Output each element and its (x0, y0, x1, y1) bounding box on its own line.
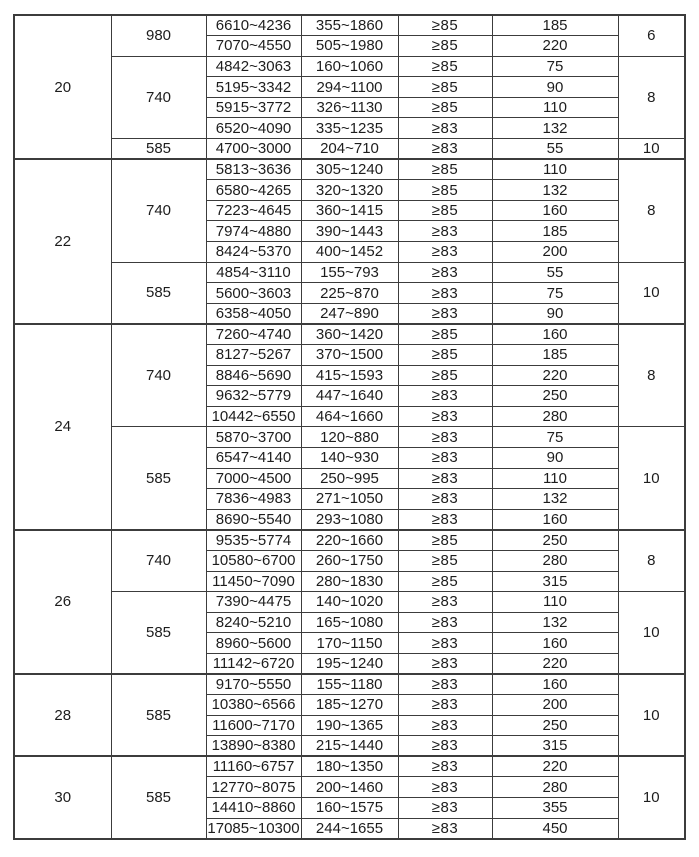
cell-col-3: 5195~3342 (206, 77, 301, 98)
cell-col-6: 250 (492, 530, 618, 551)
table-row (14, 159, 685, 180)
cell-col-4: 140~1020 (301, 592, 398, 613)
cell-col-1: 30 (14, 756, 111, 838)
cell-col-3: 10442~6550 (206, 406, 301, 427)
cell-col-2: 980 (111, 15, 206, 56)
table-row (14, 262, 685, 283)
cell-col-5: ≥83 (398, 489, 492, 510)
cell-col-6: 110 (492, 159, 618, 180)
table-row (14, 756, 685, 777)
cell-col-6: 160 (492, 509, 618, 530)
cell-col-6: 160 (492, 200, 618, 221)
cell-col-6: 355 (492, 798, 618, 819)
cell-col-6: 250 (492, 715, 618, 736)
cell-col-1: 20 (14, 15, 111, 159)
cell-col-3: 10380~6566 (206, 695, 301, 716)
cell-col-7: 6 (618, 15, 685, 56)
cell-col-6: 280 (492, 550, 618, 571)
cell-col-6: 185 (492, 15, 618, 36)
cell-col-4: 220~1660 (301, 530, 398, 551)
cell-col-5: ≥83 (398, 674, 492, 695)
cell-col-3: 11450~7090 (206, 571, 301, 592)
cell-col-4: 335~1235 (301, 118, 398, 139)
cell-col-4: 360~1415 (301, 200, 398, 221)
cell-col-6: 450 (492, 818, 618, 839)
cell-col-2: 585 (111, 262, 206, 324)
cell-col-4: 271~1050 (301, 489, 398, 510)
cell-col-4: 326~1130 (301, 97, 398, 118)
cell-col-3: 12770~8075 (206, 777, 301, 798)
cell-col-6: 132 (492, 489, 618, 510)
cell-col-4: 447~1640 (301, 386, 398, 407)
cell-col-2: 585 (111, 674, 206, 756)
cell-col-2: 740 (111, 530, 206, 592)
cell-col-3: 8424~5370 (206, 242, 301, 263)
cell-col-6: 90 (492, 303, 618, 324)
cell-col-5: ≥83 (398, 283, 492, 304)
cell-col-6: 75 (492, 283, 618, 304)
cell-col-4: 200~1460 (301, 777, 398, 798)
cell-col-3: 7836~4983 (206, 489, 301, 510)
cell-col-3: 9170~5550 (206, 674, 301, 695)
cell-col-5: ≥83 (398, 406, 492, 427)
cell-col-6: 132 (492, 118, 618, 139)
cell-col-6: 132 (492, 180, 618, 201)
cell-col-4: 204~710 (301, 139, 398, 160)
cell-col-6: 132 (492, 612, 618, 633)
cell-col-3: 6547~4140 (206, 447, 301, 468)
cell-col-3: 6358~4050 (206, 303, 301, 324)
cell-col-5: ≥85 (398, 56, 492, 77)
cell-col-5: ≥83 (398, 468, 492, 489)
cell-col-2: 740 (111, 324, 206, 427)
cell-col-3: 7974~4880 (206, 221, 301, 242)
cell-col-4: 155~1180 (301, 674, 398, 695)
cell-col-3: 11142~6720 (206, 653, 301, 674)
cell-col-4: 180~1350 (301, 756, 398, 777)
cell-col-4: 250~995 (301, 468, 398, 489)
cell-col-7: 8 (618, 56, 685, 138)
cell-col-6: 75 (492, 56, 618, 77)
cell-col-4: 195~1240 (301, 653, 398, 674)
table-row (14, 592, 685, 613)
cell-col-3: 5915~3772 (206, 97, 301, 118)
cell-col-5: ≥83 (398, 633, 492, 654)
cell-col-2: 740 (111, 56, 206, 138)
cell-col-3: 8240~5210 (206, 612, 301, 633)
cell-col-3: 4842~3063 (206, 56, 301, 77)
cell-col-3: 7000~4500 (206, 468, 301, 489)
cell-col-5: ≥83 (398, 262, 492, 283)
cell-col-3: 8127~5267 (206, 345, 301, 366)
cell-col-4: 400~1452 (301, 242, 398, 263)
cell-col-1: 26 (14, 530, 111, 674)
cell-col-5: ≥83 (398, 509, 492, 530)
cell-col-5: ≥83 (398, 818, 492, 839)
cell-col-6: 280 (492, 777, 618, 798)
cell-col-5: ≥83 (398, 592, 492, 613)
cell-col-6: 200 (492, 695, 618, 716)
cell-col-6: 185 (492, 221, 618, 242)
table-row (14, 674, 685, 695)
cell-col-3: 13890~8380 (206, 736, 301, 757)
cell-col-5: ≥85 (398, 530, 492, 551)
cell-col-4: 305~1240 (301, 159, 398, 180)
cell-col-6: 75 (492, 427, 618, 448)
cell-col-3: 17085~10300 (206, 818, 301, 839)
cell-col-5: ≥83 (398, 612, 492, 633)
cell-col-2: 585 (111, 756, 206, 838)
cell-col-2: 740 (111, 159, 206, 262)
cell-col-4: 155~793 (301, 262, 398, 283)
cell-col-7: 10 (618, 262, 685, 324)
cell-col-5: ≥83 (398, 798, 492, 819)
cell-col-4: 190~1365 (301, 715, 398, 736)
cell-col-6: 55 (492, 262, 618, 283)
cell-col-3: 8960~5600 (206, 633, 301, 654)
cell-col-2: 585 (111, 427, 206, 530)
cell-col-1: 28 (14, 674, 111, 756)
cell-col-3: 6580~4265 (206, 180, 301, 201)
cell-col-4: 247~890 (301, 303, 398, 324)
cell-col-3: 5813~3636 (206, 159, 301, 180)
cell-col-3: 7260~4740 (206, 324, 301, 345)
cell-col-5: ≥83 (398, 139, 492, 160)
cell-col-5: ≥83 (398, 386, 492, 407)
cell-col-3: 8846~5690 (206, 365, 301, 386)
cell-col-4: 120~880 (301, 427, 398, 448)
cell-col-5: ≥83 (398, 653, 492, 674)
cell-col-5: ≥85 (398, 200, 492, 221)
cell-col-4: 415~1593 (301, 365, 398, 386)
cell-col-3: 7390~4475 (206, 592, 301, 613)
cell-col-6: 110 (492, 468, 618, 489)
cell-col-3: 9535~5774 (206, 530, 301, 551)
cell-col-5: ≥85 (398, 324, 492, 345)
cell-col-4: 370~1500 (301, 345, 398, 366)
cell-col-6: 200 (492, 242, 618, 263)
cell-col-6: 315 (492, 571, 618, 592)
cell-col-7: 8 (618, 324, 685, 427)
cell-col-4: 355~1860 (301, 15, 398, 36)
cell-col-4: 215~1440 (301, 736, 398, 757)
cell-col-3: 14410~8860 (206, 798, 301, 819)
cell-col-4: 320~1320 (301, 180, 398, 201)
cell-col-5: ≥85 (398, 365, 492, 386)
cell-col-4: 294~1100 (301, 77, 398, 98)
cell-col-5: ≥85 (398, 77, 492, 98)
cell-col-1: 24 (14, 324, 111, 530)
cell-col-6: 90 (492, 77, 618, 98)
cell-col-3: 7070~4550 (206, 36, 301, 57)
cell-col-5: ≥85 (398, 159, 492, 180)
cell-col-3: 4854~3110 (206, 262, 301, 283)
table-row (14, 427, 685, 448)
table-row (14, 56, 685, 77)
cell-col-5: ≥83 (398, 303, 492, 324)
table-row (14, 530, 685, 551)
cell-col-6: 315 (492, 736, 618, 757)
cell-col-6: 185 (492, 345, 618, 366)
cell-col-7: 10 (618, 674, 685, 756)
cell-col-7: 10 (618, 427, 685, 530)
cell-col-3: 8690~5540 (206, 509, 301, 530)
cell-col-4: 244~1655 (301, 818, 398, 839)
cell-col-3: 4700~3000 (206, 139, 301, 160)
cell-col-3: 6610~4236 (206, 15, 301, 36)
cell-col-6: 110 (492, 592, 618, 613)
cell-col-5: ≥83 (398, 715, 492, 736)
cell-col-4: 170~1150 (301, 633, 398, 654)
cell-col-5: ≥83 (398, 221, 492, 242)
cell-col-1: 22 (14, 159, 111, 324)
cell-col-4: 140~930 (301, 447, 398, 468)
cell-col-4: 260~1750 (301, 550, 398, 571)
spec-table (13, 14, 686, 840)
cell-col-4: 390~1443 (301, 221, 398, 242)
cell-col-6: 160 (492, 674, 618, 695)
cell-col-4: 165~1080 (301, 612, 398, 633)
cell-col-6: 55 (492, 139, 618, 160)
cell-col-4: 185~1270 (301, 695, 398, 716)
cell-col-5: ≥85 (398, 15, 492, 36)
cell-col-3: 6520~4090 (206, 118, 301, 139)
cell-col-6: 160 (492, 324, 618, 345)
cell-col-5: ≥83 (398, 695, 492, 716)
cell-col-4: 225~870 (301, 283, 398, 304)
table-row (14, 15, 685, 36)
cell-col-2: 585 (111, 592, 206, 674)
cell-col-6: 110 (492, 97, 618, 118)
cell-col-5: ≥85 (398, 97, 492, 118)
cell-col-3: 11160~6757 (206, 756, 301, 777)
cell-col-6: 220 (492, 365, 618, 386)
cell-col-3: 7223~4645 (206, 200, 301, 221)
cell-col-7: 10 (618, 756, 685, 838)
cell-col-5: ≥83 (398, 756, 492, 777)
cell-col-6: 280 (492, 406, 618, 427)
cell-col-7: 8 (618, 530, 685, 592)
cell-col-5: ≥83 (398, 242, 492, 263)
cell-col-4: 360~1420 (301, 324, 398, 345)
cell-col-5: ≥83 (398, 777, 492, 798)
cell-col-5: ≥83 (398, 447, 492, 468)
cell-col-5: ≥83 (398, 736, 492, 757)
cell-col-3: 5870~3700 (206, 427, 301, 448)
cell-col-5: ≥85 (398, 36, 492, 57)
cell-col-4: 160~1060 (301, 56, 398, 77)
cell-col-6: 160 (492, 633, 618, 654)
cell-col-3: 9632~5779 (206, 386, 301, 407)
cell-col-3: 10580~6700 (206, 550, 301, 571)
cell-col-6: 250 (492, 386, 618, 407)
table-row (14, 139, 685, 160)
table-row (14, 324, 685, 345)
spec-table-body (14, 15, 685, 839)
cell-col-5: ≥85 (398, 571, 492, 592)
cell-col-5: ≥85 (398, 345, 492, 366)
cell-col-4: 464~1660 (301, 406, 398, 427)
cell-col-4: 160~1575 (301, 798, 398, 819)
cell-col-7: 10 (618, 139, 685, 160)
cell-col-5: ≥83 (398, 118, 492, 139)
cell-col-3: 11600~7170 (206, 715, 301, 736)
cell-col-6: 220 (492, 756, 618, 777)
cell-col-5: ≥85 (398, 180, 492, 201)
cell-col-4: 293~1080 (301, 509, 398, 530)
cell-col-6: 220 (492, 653, 618, 674)
cell-col-6: 90 (492, 447, 618, 468)
cell-col-7: 10 (618, 592, 685, 674)
cell-col-7: 8 (618, 159, 685, 262)
cell-col-6: 220 (492, 36, 618, 57)
cell-col-4: 505~1980 (301, 36, 398, 57)
cell-col-5: ≥85 (398, 550, 492, 571)
cell-col-3: 5600~3603 (206, 283, 301, 304)
cell-col-2: 585 (111, 139, 206, 160)
cell-col-4: 280~1830 (301, 571, 398, 592)
cell-col-5: ≥83 (398, 427, 492, 448)
